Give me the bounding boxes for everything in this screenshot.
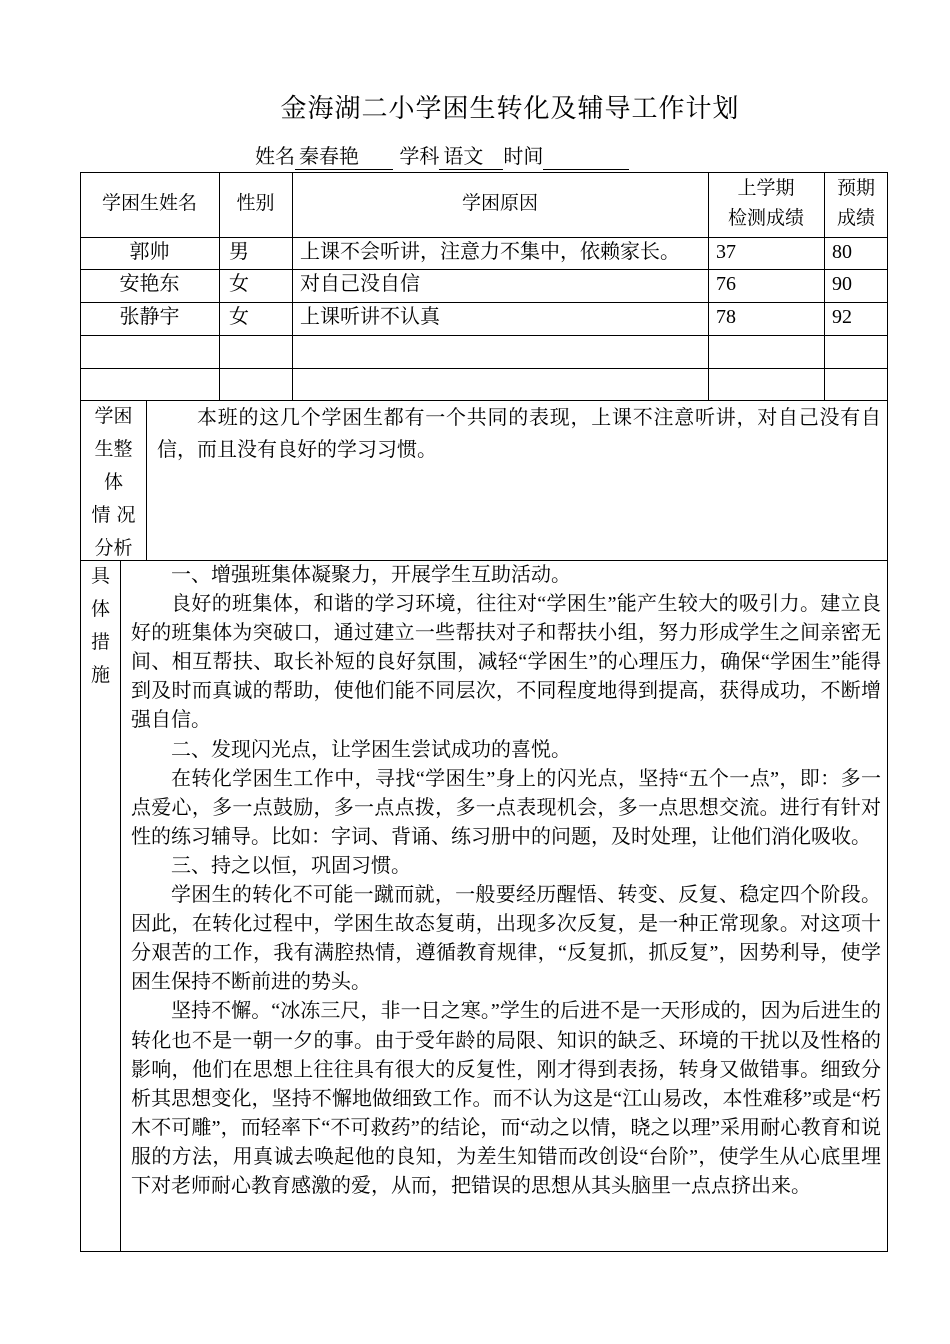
measure-paragraph: 在转化学困生工作中，寻找“学困生”身上的闪光点，坚持“五个一点”，即：多一点爱心，多一点鼓励，多一点点拨，多一点表现机会，多一点思想交流。进行有针对性的练习辅导。比如：字词、背诵、练习册中的问题，及时处理，让他们消化吸收。 <box>131 767 881 848</box>
column-divider <box>146 400 147 560</box>
gender-cell: 男 <box>229 241 249 263</box>
header-last-score-line2: 检测成绩 <box>727 207 804 229</box>
measures-label-line: 施 <box>90 664 110 686</box>
analysis-label-line: 情 况 <box>91 504 136 526</box>
student-name-cell: 张静宇 <box>119 306 180 328</box>
header-expected-line2: 成绩 <box>836 207 875 229</box>
header-last-score-line1: 上学期 <box>737 177 795 199</box>
header-expected <box>824 173 888 233</box>
subject-value: 语文 <box>439 140 503 170</box>
measure-paragraph: 坚持不懈。“冰冻三尺，非一日之寒。”学生的后进不是一天形成的，因为后进生的转化也不是一朝一夕的事。由于受年龄的局限、知识的缺乏、环境的干扰以及性格的影响，他们在思想上往往具有很大的反复性，刚才得到表扬，转身又做错事。细致分析其思想变化，坚持不懈地做细致工作。而不认为这是“江山易改，本性难移”或是“朽木不可雕”，而轻率下“不可救药”的结论，而“动之以情，晓之以理”采用耐心教育和说服的方法，用真诚去唤起他的良知，为差生知错而改创设“台阶”，使学生从心底里埋下对老师耐心教育感激的爱，从而，把错误的思想从其头脑里一点点挤出来。 <box>131 1000 881 1197</box>
measures-label <box>81 560 120 692</box>
header-student-name: 学困生姓名 <box>101 192 197 214</box>
time-label: 时间 <box>503 144 544 168</box>
measure-paragraph: 学困生的转化不可能一蹴而就，一般要经历醒悟、转变、反复、稳定四个阶段。因此，在转化过程中，学困生故态复萌，出现多次反复，是一种正常现象。对这项十分艰苦的工作，我有满腔热情，遵循教育规律，“反复抓，抓反复”，因势利导，使学困生保持不断前进的势头。 <box>131 884 881 994</box>
student-name-cell: 郭帅 <box>129 241 170 263</box>
last-score-cell: 76 <box>716 273 736 295</box>
header-last-score <box>708 173 824 233</box>
subject-label: 学科 <box>399 144 440 168</box>
row-divider <box>80 400 888 401</box>
measures-label-line: 体 <box>90 598 110 620</box>
gender-cell: 女 <box>229 273 249 295</box>
name-label: 姓名 <box>255 144 295 168</box>
row-divider <box>80 335 888 336</box>
last-score-cell: 37 <box>716 241 736 263</box>
analysis-label-line: 学困 <box>94 405 133 427</box>
analysis-label <box>81 400 146 565</box>
measure-heading-3: 三、持之以恒，巩固习惯。 <box>171 854 411 877</box>
header-reason: 学困原因 <box>461 192 538 214</box>
gender-cell: 女 <box>229 306 249 328</box>
measure-heading-1: 一、增强班集体凝聚力，开展学生互助活动。 <box>171 564 571 586</box>
student-name-cell: 安艳东 <box>119 273 180 295</box>
page-title: 金海湖二小学困生转化及辅导工作计划 <box>280 94 740 124</box>
analysis-label-line: 分析 <box>94 537 133 559</box>
time-value <box>543 145 629 170</box>
analysis-text: 本班的这几个学困生都有一个共同的表现，上课不注意听讲，对自己没有自信，而且没有良好的学习习惯。 <box>157 407 881 461</box>
measure-heading-2: 二、发现闪光点，让学困生尝试成功的喜悦。 <box>171 738 571 761</box>
header-expected-line1: 预期 <box>836 177 875 199</box>
measure-paragraph: 良好的班集体，和谐的学习环境，往往对“学困生”能产生较大的吸引力。建立良好的班集体为突破口，通过建立一些帮扶对子和帮扶小组，努力形成学生之间亲密无间、相互帮扶、取长补短的良好氛围，减轻“学困生”的心理压力，确保“学困生”能得到及时而真诚的帮助，使他们能不同层次，不同程度地得到提高，获得成功，不断增强自信。 <box>131 593 881 732</box>
header-gender: 性别 <box>236 192 275 214</box>
expected-score-cell: 80 <box>832 241 852 263</box>
expected-score-cell: 90 <box>832 273 852 295</box>
column-divider <box>120 560 121 1252</box>
reason-cell: 上课不会听讲，注意力不集中，依赖家长。 <box>300 241 680 263</box>
row-divider <box>80 368 888 369</box>
analysis-label-line: 生整 <box>94 438 133 460</box>
name-value: 秦春艳 <box>295 140 393 170</box>
measures-label-line: 措 <box>90 631 110 653</box>
teacher-info-line <box>255 140 629 170</box>
measures-body <box>131 561 881 1201</box>
reason-cell: 对自己没自信 <box>300 273 420 295</box>
reason-cell: 上课听讲不认真 <box>300 306 440 328</box>
last-score-cell: 78 <box>716 306 736 328</box>
analysis-label-line: 体 <box>103 471 123 493</box>
measures-label-line: 具 <box>90 565 110 587</box>
expected-score-cell: 92 <box>832 306 852 328</box>
